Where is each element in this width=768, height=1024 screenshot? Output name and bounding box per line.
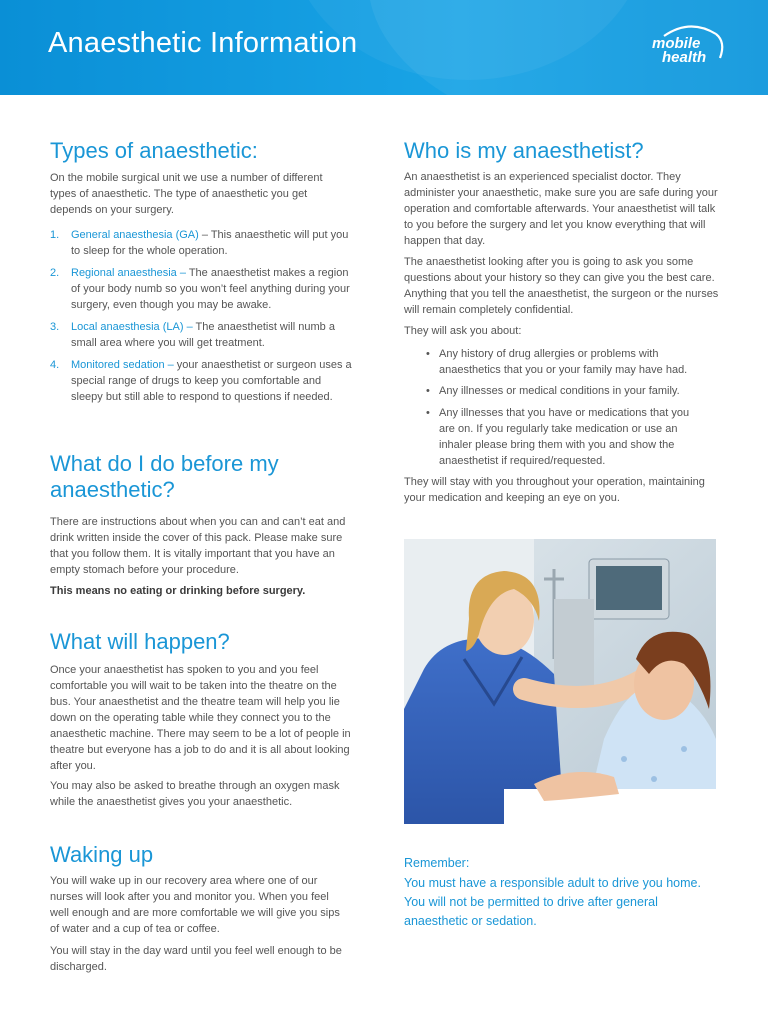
happen-paragraph: Once your anaesthetist has spoken to you and you feel comfortable you will wait to be taken into the theatre on the bus. Your anaesthetist and the theatre team will help you lie down on the operating table while they connect you to the anaesthetic machine. There may seem to be a lot of people in theatre but everyone has a job to do and it is all about looking after you. [50, 664, 351, 772]
bullet-text: Any illnesses or medical conditions in your family. [439, 385, 680, 397]
page-header [0, 0, 768, 95]
section-heading-types: Types of anaesthetic: [50, 138, 258, 163]
list-text: your anaesthetist or surgeon uses a special range of drugs to keep you comfortable and sleepy but still able to respond to questions if needed. [71, 359, 352, 403]
who-paragraph-4: They will stay with you throughout your operation, maintaining your medication and keeping an eye on you. [404, 476, 705, 504]
list-text: – This anaesthetic will put you to sleep for the whole operation. [71, 229, 349, 257]
list-number: 1. [50, 229, 60, 241]
before-paragraph: There are instructions about when you can and can’t eat and drink written inside the cover of this pack. Please make sure that you follow them. It is vitally important that you have an empty stomach before your procedure. [50, 516, 346, 576]
list-term: Monitored sedation – [71, 359, 174, 371]
who-paragraph-2: The anaesthetist looking after you is going to ask you some questions about your history so they can give you the best care. Anything that you tell the anaesthetist, the surgeon or the nurses will remain completely confidential. [404, 256, 719, 316]
remember-line-1: You must have a responsible adult to drive you home. [404, 876, 701, 890]
mobile-health-logo [650, 24, 730, 70]
before-warning: This means no eating or drinking before surgery. [50, 585, 306, 597]
bullet-text: Any history of drug allergies or problems with anaesthetics that you or your family may have had. [439, 348, 688, 376]
page-title: Anaesthetic Information [48, 27, 358, 59]
bullet-text: Any illnesses that you have or medications that you are on. If you regularly take medication or use an inhaler please bring them with you and show the anaesthetist if required/requested. [439, 407, 690, 467]
types-intro: On the mobile surgical unit we use a number of different types of anaesthetic. The type of anaesthetic you get depends on your surgery. [50, 172, 323, 216]
list-number: 4. [50, 359, 60, 371]
section-heading-happen: What will happen? [50, 629, 230, 654]
list-number: 2. [50, 267, 60, 279]
waking-paragraph: You will wake up in our recovery area where one of our nurses will look after you and monitor you. When you feel well enough and are more comfortable we will give you sips of water and a cup of tea or coffee. [50, 875, 340, 935]
list-text: The anaesthetist will numb a small area where you will get treatment. [71, 321, 335, 349]
list-number: 3. [50, 321, 60, 333]
list-term: General anaesthesia (GA) [71, 229, 199, 241]
nurse-patient-photo [404, 539, 716, 824]
waking-paragraph-2: You will stay in the day ward until you feel well enough to be discharged. [50, 945, 342, 973]
who-paragraph: An anaesthetist is an experienced specialist doctor. They administer your anaesthetic, make sure you are safe during your operation and comfortable afterwards. Your anaesthetist will talk to you before the surgery and let you know everything that will happen that day. [404, 171, 718, 247]
list-term: Regional anaesthesia – [71, 267, 186, 279]
logo-text-mobile: mobile [652, 35, 701, 52]
who-paragraph-3: They will ask you about: [404, 325, 522, 337]
bullet-dot: • [426, 348, 430, 360]
bullet-dot: • [426, 385, 430, 397]
happen-paragraph-2: You may also be asked to breathe through an oxygen mask while the anaesthetist gives you your anaesthetic. [50, 780, 340, 808]
bullet-dot: • [426, 407, 430, 419]
section-heading-waking: Waking up [50, 842, 154, 867]
list-term: Local anaesthesia (LA) – [71, 321, 193, 333]
remember-label: Remember: [404, 856, 470, 870]
remember-line-2: You will not be permitted to drive after general anaesthetic or sedation. [404, 895, 658, 928]
section-heading-before: What do I do before my anaesthetic? [50, 451, 279, 502]
logo-text-health: health [662, 49, 707, 66]
section-heading-who: Who is my anaesthetist? [404, 138, 644, 163]
list-text: The anaesthetist makes a region of your body numb so you won’t feel anything during your surgery, even though you may be awake. [71, 267, 350, 311]
